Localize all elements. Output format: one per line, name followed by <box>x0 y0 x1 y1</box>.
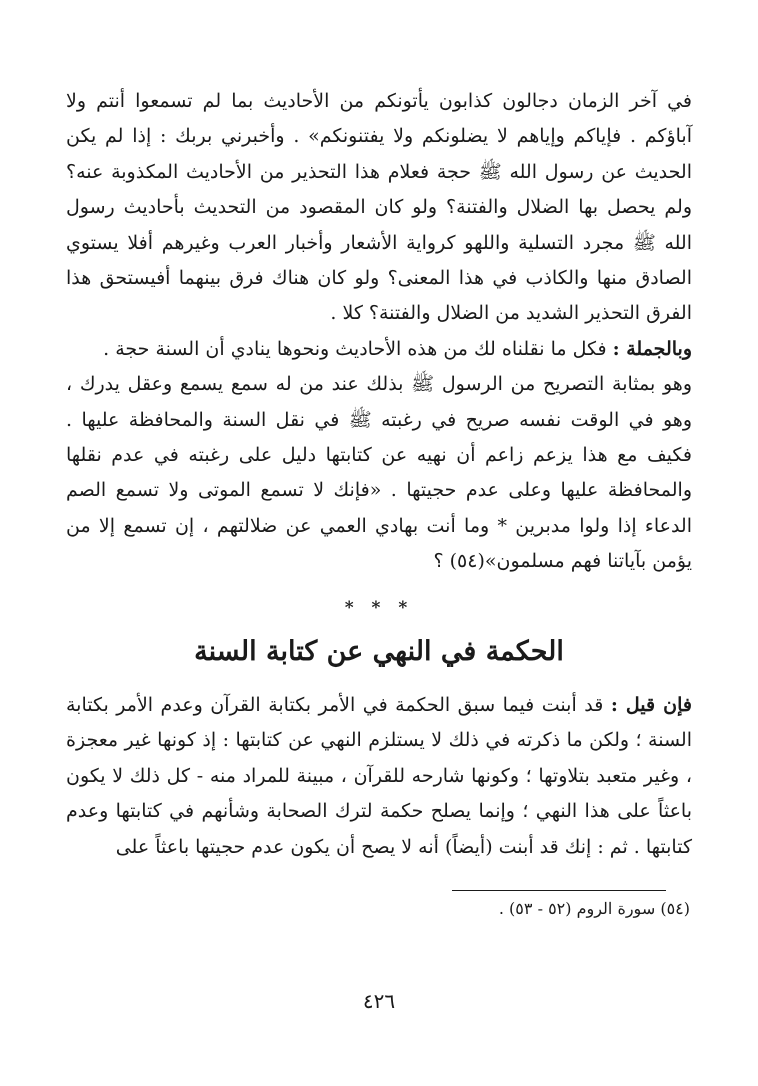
section-heading: الحكمة في النهي عن كتابة السنة <box>194 636 564 667</box>
section-divider: * * * <box>344 598 414 618</box>
paragraph-2-lead: وبالجملة : <box>612 337 692 360</box>
paragraph-1: في آخر الزمان دجالون كذابون يأتونكم من الأحاديث بما لم تسمعوا أنتم ولا آباؤكم . فإياكم وإياهم لا يضلونكم ولا يفتنونكم» . وأخبرني بربك : إذا لم يكن الحديث عن رسول الله ﷺ حجة فعلام هذا التحذير من الأحاديث المكذوبة عنه؟ ولم يحصل بها الضلال والفتنة؟ ولو كان المقصود من التحديث بأحاديث رسول الله ﷺ مجرد التسلية واللهو كرواية الأشعار وأخبار العرب وغيرهم أفلا يستوي الصادق منها والكاذب في هذا المعنى؟ ولو كان هناك فرق بينهما أفيستحق هذا الفرق التحذير الشديد من الضلال والفتنة؟ كلا . <box>66 90 692 325</box>
main-text-block <box>66 84 692 580</box>
paragraph-2 <box>66 332 692 367</box>
footnote: (٥٤) سورة الروم (٥٢ - ٥٣) . <box>498 899 690 918</box>
paragraph-3: وهو بمثابة التصريح من الرسول ﷺ بذلك عند من له سمع يسمع وعقل يدرك ، وهو في الوقت نفسه صريح في رغبته ﷺ في نقل السنة والمحافظة عليها . فكيف مع هذا يزعم زاعم أن نهيه عن كتابتها دليل على رغبته في عدم نقلها والمحافظة عليها وعلى عدم حجيتها . «فإنك لا تسمع الموتى ولا تسمع الصم الدعاء إذا ولوا مدبرين * وما أنت بهادي العمي عن ضلالتهم ، إن تسمع إلا من يؤمن بآياتنا فهم مسلمون»(٥٤) ؟ <box>66 373 692 573</box>
page-number: ٤٢٦ <box>362 989 396 1013</box>
section-text-block <box>66 688 692 865</box>
section-paragraph-lead: فإن قيل : <box>610 694 693 716</box>
section-paragraph-text: قد أبنت فيما سبق الحكمة في الأمر بكتابة القرآن وعدم الأمر بكتابة السنة ؛ ولكن ما ذكرته في ذلك لا يستلزم النهي عن كتابتها : إذ كونها غير معجزة ، وغير متعبد بتلاوتها ؛ وكونها شارحه للقرآن ، مبينة للمراد منه - كل ذلك لا يكون باعثاً على هذا النهي ؛ وإنما يصلح حكمة لترك الصحابة وشأنهم في كتابتها وعدم كتابتها . ثم : إنك قد أبنت (أيضاً) أنه لا يصح أن يكون عدم حجيتها باعثاً على <box>66 694 692 858</box>
footnote-divider <box>452 890 666 891</box>
section-paragraph <box>66 688 692 865</box>
paragraph-2-text: فكل ما نقلناه لك من هذه الأحاديث ونحوها ينادي أن السنة حجة . <box>103 337 607 360</box>
